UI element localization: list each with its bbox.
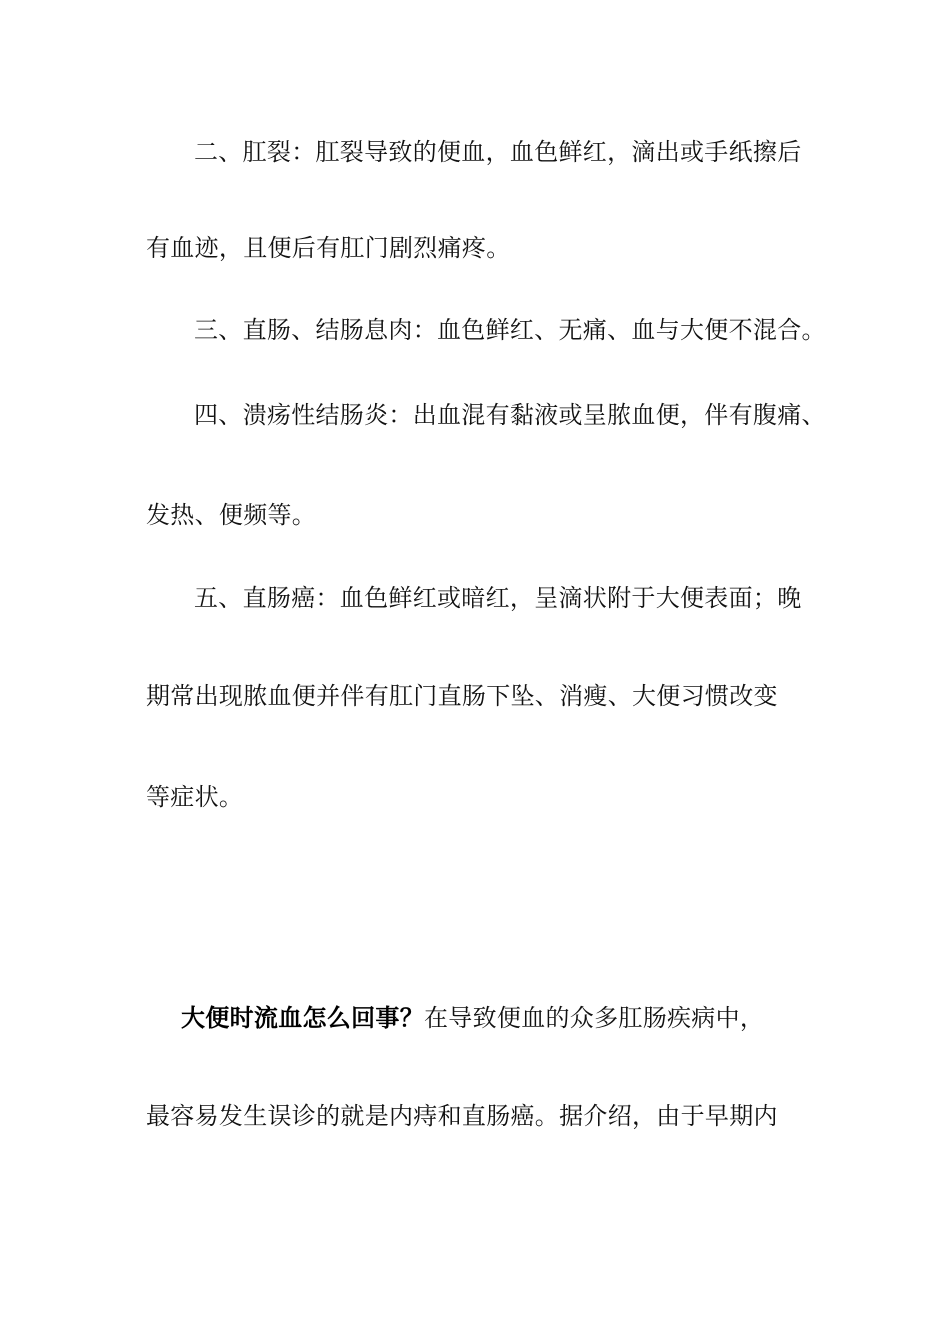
paragraph-rectal-cancer-line-3: 等症状。: [146, 783, 244, 811]
paragraph-colitis-line-1: 四、溃疡性结肠炎：出血混有黏液或呈脓血便，伴有腹痛、: [194, 401, 826, 429]
question-heading: 大便时流血怎么回事？: [181, 1003, 424, 1032]
paragraph-rectal-cancer-line-1: 五、直肠癌：血色鲜红或暗红，呈滴状附于大便表面；晚: [194, 584, 802, 612]
question-text-start: 在导致便血的众多肛肠疾病中，: [424, 1004, 765, 1032]
paragraph-anal-fissure-line-1: 二、肛裂：肛裂导致的便血，血色鲜红，滴出或手纸擦后: [194, 138, 802, 166]
paragraph-colitis-line-2: 发热、便频等。: [146, 501, 317, 529]
paragraph-question-line-1: [181, 1003, 861, 1033]
paragraph-question-line-2: 最容易发生误诊的就是内痔和直肠癌。据介绍，由于早期内: [146, 1102, 778, 1130]
paragraph-anal-fissure-line-2: 有血迹，且便后有肛门剧烈痛疼。: [146, 234, 511, 262]
paragraph-polyp-line-1: 三、直肠、结肠息肉：血色鲜红、无痛、血与大便不混合。: [194, 316, 826, 344]
paragraph-rectal-cancer-line-2: 期常出现脓血便并伴有肛门直肠下坠、消瘦、大便习惯改变: [146, 682, 778, 710]
